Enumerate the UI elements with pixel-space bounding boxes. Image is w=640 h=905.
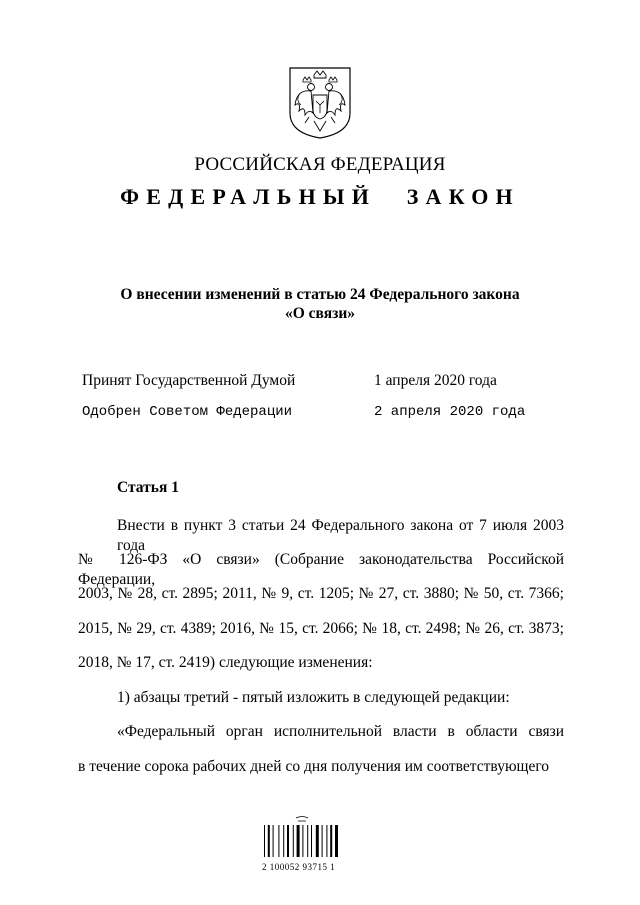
barcode-icon bbox=[262, 815, 344, 859]
barcode bbox=[262, 815, 344, 875]
article-text-line: «Федеральный орган исполнительной власти в области связи bbox=[117, 723, 564, 740]
article-text-line: 1) абзацы третий - пятый изложить в следующей редакции: bbox=[117, 689, 510, 706]
law-title-line: «О связи» bbox=[284, 305, 356, 322]
article-text-line: № 126-ФЗ «О связи» (Собрание законодательства Российской Федерации, bbox=[78, 551, 564, 588]
article-heading: Статья 1 bbox=[117, 479, 179, 496]
law-title bbox=[0, 285, 640, 323]
article-text-line: 2015, № 29, ст. 4389; 2016, № 15, ст. 2066; № 18, ст. 2498; № 26, ст. 3873; bbox=[78, 620, 564, 637]
country-name: РОССИЙСКАЯ ФЕДЕРАЦИЯ bbox=[194, 154, 446, 175]
law-type-heading: ФЕДЕРАЛЬНЫЙ ЗАКОН bbox=[120, 184, 520, 209]
article-text-line: 2003, № 28, ст. 2895; 2011, № 9, ст. 1205; № 27, ст. 3880; № 50, ст. 7366; bbox=[78, 585, 564, 602]
law-title-line: О внесении изменений в статью 24 Федерального закона bbox=[120, 286, 520, 303]
adoption-label-council: Одобрен Советом Федерации bbox=[82, 404, 293, 420]
article-text-line: 2018, № 17, ст. 2419) следующие изменения: bbox=[78, 654, 373, 671]
coat-of-arms-icon bbox=[287, 65, 353, 140]
barcode-number: 2 100052 93715 1 bbox=[262, 862, 336, 872]
adoption-date-council: 2 апреля 2020 года bbox=[374, 404, 526, 420]
adoption-label-duma: Принят Государственной Думой bbox=[82, 372, 296, 389]
article-text-line: в течение сорока рабочих дней со дня получения им соответствующего bbox=[78, 758, 550, 775]
adoption-date-duma: 1 апреля 2020 года bbox=[374, 372, 497, 389]
article-text-line: Внести в пункт 3 статьи 24 Федерального закона от 7 июля 2003 года bbox=[117, 517, 564, 554]
